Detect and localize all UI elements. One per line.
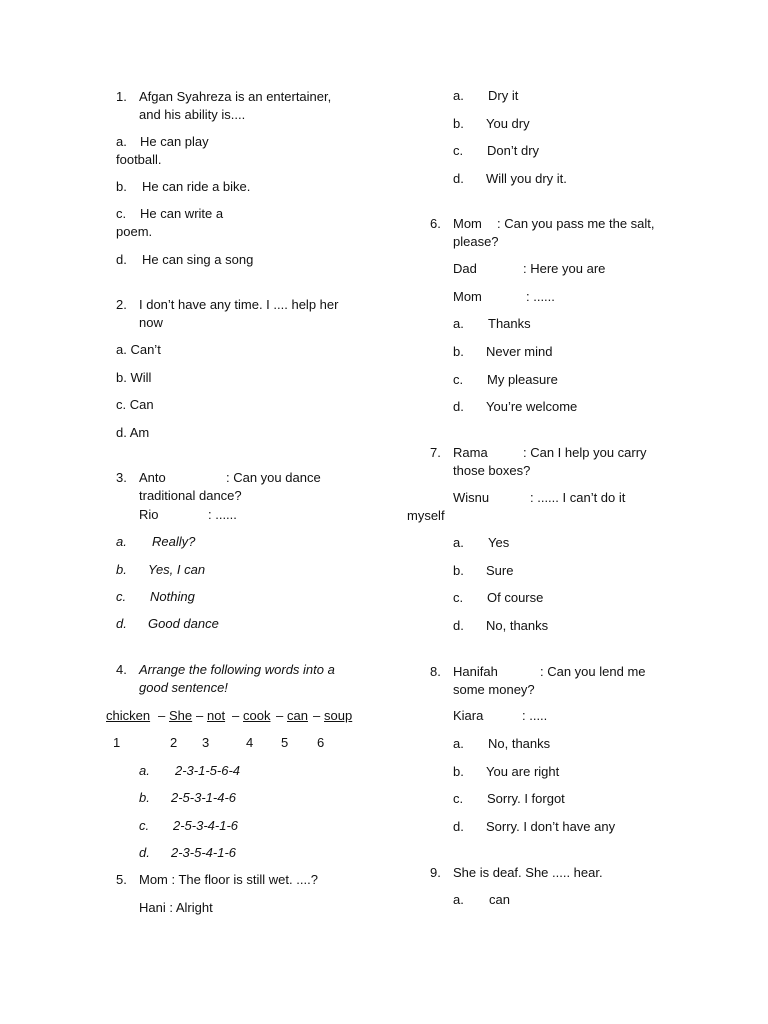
option-text: 2-5-3-4-1-6 [173,818,239,833]
option-letter: d. [453,819,464,834]
dialogue-line: : Here you are [523,261,606,276]
option-text: d. Am [116,425,150,440]
option-letter: c. [453,143,464,158]
option-letter: c. [453,791,464,806]
option-text: You dry [486,116,530,131]
dialogue-line: : ...... [526,289,555,304]
option-letter: c. [453,372,464,387]
question-number: 1. [116,89,127,104]
question-number: 8. [430,664,441,679]
speaker-name: Hanifah [453,664,498,679]
option-letter: b. [116,179,127,194]
option-text: Sorry. I don’t have any [486,819,616,834]
speaker-name: Wisnu [453,490,490,505]
option-letter: d. [453,171,464,186]
option-text: Dry it [488,88,519,103]
option-text: 2-3-1-5-6-4 [175,763,241,778]
option-text: Nothing [150,589,195,604]
word-item: not [207,708,226,723]
question-number: 7. [430,445,441,460]
dialogue-line: : ..... [522,708,548,723]
dialogue-line: those boxes? [453,463,531,478]
word-number: 4 [246,735,254,750]
option-letter: a. [116,534,127,549]
option-letter: c. [453,590,464,605]
option-text: poem. [116,224,153,239]
dialogue-line: : Can you dance [226,470,321,485]
option-text: football. [116,152,162,167]
option-letter: d. [139,845,150,860]
question-text: Arrange the following words into a [139,662,335,677]
option-letter: c. [116,589,127,604]
question-text: now [139,315,163,330]
option-letter: a. [453,736,464,751]
option-text: can [489,892,510,907]
option-text: a. Can’t [116,342,161,357]
option-letter: d. [453,618,464,633]
speaker-name: Rio [139,507,159,522]
question-text: Mom : The floor is still wet. ....? [139,872,318,887]
option-letter: a. [453,88,464,103]
dialogue-line: : Can you pass me the salt, [497,216,655,231]
option-letter: b. [139,790,150,805]
option-text: 2-3-5-4-1-6 [171,845,237,860]
question-text: Hani : Alright [139,900,213,915]
word-item: soup [324,708,353,723]
question-number: 3. [116,470,127,485]
option-letter: d. [116,616,127,631]
question-text: good sentence! [139,680,228,695]
option-letter: d. [453,399,464,414]
dialogue-line: please? [453,234,499,249]
option-text: You’re welcome [486,399,578,414]
question-number: 5. [116,872,127,887]
option-letter: b. [453,563,464,578]
speaker-name: Anto [139,470,166,485]
speaker-name: Rama [453,445,488,460]
option-text: Don’t dry [487,143,540,158]
option-letter: b. [116,562,127,577]
option-text: Yes, I can [148,562,206,577]
question-number: 4. [116,662,127,677]
word-separator: – [276,708,284,723]
option-letter: b. [453,344,464,359]
dialogue-line: : Can you lend me [540,664,646,679]
speaker-name: Kiara [453,708,484,723]
option-text: Of course [487,590,544,605]
dialogue-line: myself [407,508,445,523]
dialogue-line: : ...... [208,507,237,522]
word-number: 1 [113,735,121,750]
word-number: 6 [317,735,325,750]
word-separator: – [313,708,321,723]
option-text: You are right [486,764,560,779]
word-number: 3 [202,735,210,750]
speaker-name: Mom [453,289,482,304]
question-number: 9. [430,865,441,880]
option-text: Sorry. I forgot [487,791,565,806]
option-letter: d. [116,252,127,267]
question-number: 6. [430,216,441,231]
option-letter: b. [453,764,464,779]
option-text: Sure [486,563,514,578]
dialogue-line: : Can I help you carry [523,445,647,460]
option-letter: c. [139,818,150,833]
speaker-name: Mom [453,216,482,231]
option-text: c. Can [116,397,154,412]
option-letter: a. [453,535,464,550]
word-item: She [169,708,193,723]
option-text: 2-5-3-1-4-6 [171,790,237,805]
question-text: Afgan Syahreza is an entertainer, [139,89,332,104]
option-text: He can sing a song [142,252,254,267]
option-text: Will you dry it. [486,171,567,186]
word-item: chicken [106,708,151,723]
word-number: 5 [281,735,289,750]
question-text: I don’t have any time. I .... help her [139,297,339,312]
word-separator: – [158,708,166,723]
dialogue-line: traditional dance? [139,488,242,503]
dialogue-line: some money? [453,682,535,697]
word-number: 2 [170,735,178,750]
option-text: Good dance [148,616,219,631]
question-text: She is deaf. She ..... hear. [453,865,603,880]
option-text: He can play [140,134,209,149]
dialogue-line: : ...... I can’t do it [530,490,626,505]
word-item: cook [243,708,271,723]
option-text: No, thanks [486,618,549,633]
option-letter: a. [453,892,464,907]
option-text: Never mind [486,344,553,359]
option-letter: a. [139,763,150,778]
word-separator: – [232,708,240,723]
option-text: No, thanks [488,736,551,751]
option-text: My pleasure [487,372,558,387]
word-item: can [287,708,308,723]
option-letter: a. [453,316,464,331]
option-text: Yes [488,535,510,550]
option-text: He can write a [140,206,224,221]
speaker-name: Dad [453,261,477,276]
option-text: He can ride a bike. [142,179,251,194]
question-text: and his ability is.... [139,107,246,122]
option-text: Thanks [488,316,531,331]
option-letter: b. [453,116,464,131]
option-letter: c. [116,206,127,221]
question-number: 2. [116,297,127,312]
option-text: Really? [152,534,196,549]
word-separator: – [196,708,204,723]
option-letter: a. [116,134,127,149]
option-text: b. Will [116,370,152,385]
